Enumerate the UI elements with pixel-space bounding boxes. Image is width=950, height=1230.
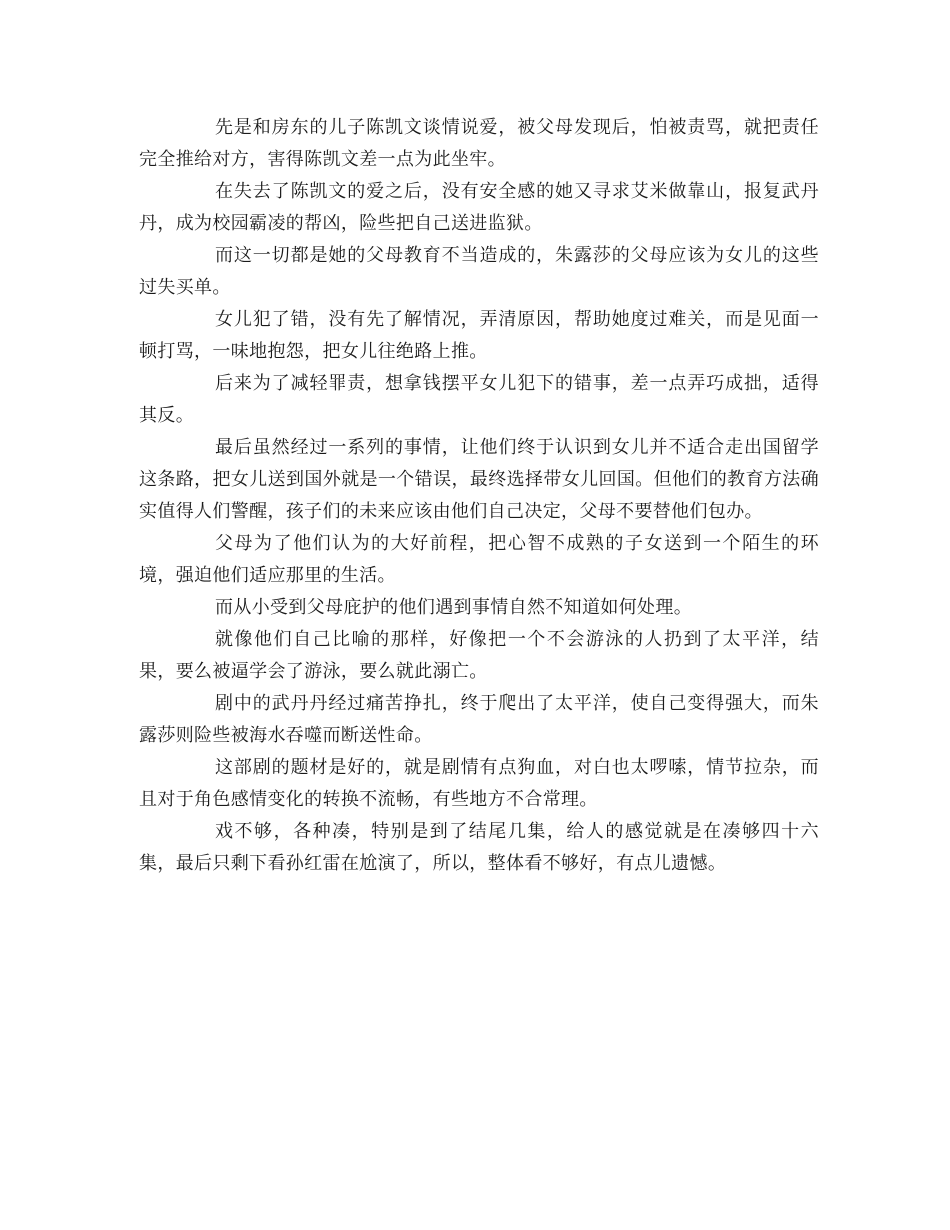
paragraph: 这部剧的题材是好的，就是剧情有点狗血，对白也太啰嗦，情节拉杂，而且对于角色感情变化的转换不流畅，有些地方不合常理。 [139, 757, 819, 810]
document-body [139, 112, 819, 880]
paragraph: 在失去了陈凯文的爱之后，没有安全感的她又寻求艾米做靠山，报复武丹丹，成为校园霸凌的帮凶，险些把自己送进监狱。 [139, 181, 819, 234]
paragraph: 而从小受到父母庇护的他们遇到事情自然不知道如何处理。 [215, 597, 693, 618]
paragraph: 最后虽然经过一系列的事情，让他们终于认识到女儿并不适合走出国留学这条路，把女儿送到国外就是一个错误，最终选择带女儿回国。但他们的教育方法确实值得人们警醒，孩子们的未来应该由他们自己决定，父母不要替他们包办。 [139, 437, 819, 522]
paragraph: 后来为了减轻罪责，想拿钱摆平女儿犯下的错事，差一点弄巧成拙，适得其反。 [139, 373, 819, 426]
paragraph: 先是和房东的儿子陈凯文谈情说爱，被父母发现后，怕被责骂，就把责任完全推给对方，害得陈凯文差一点为此坐牢。 [139, 117, 819, 170]
paragraph: 而这一切都是她的父母教育不当造成的，朱露莎的父母应该为女儿的这些过失买单。 [139, 245, 819, 298]
paragraph: 戏不够，各种凑，特别是到了结尾几集，给人的感觉就是在凑够四十六集，最后只剩下看孙红雷在尬演了，所以，整体看不够好，有点儿遗憾。 [139, 821, 819, 874]
paragraph: 父母为了他们认为的大好前程，把心智不成熟的子女送到一个陌生的环境，强迫他们适应那里的生活。 [139, 533, 819, 586]
paragraph: 剧中的武丹丹经过痛苦挣扎，终于爬出了太平洋，使自己变得强大，而朱露莎则险些被海水吞噬而断送性命。 [139, 693, 819, 746]
paragraph: 女儿犯了错，没有先了解情况，弄清原因，帮助她度过难关，而是见面一顿打骂，一味地抱怨，把女儿往绝路上推。 [139, 309, 819, 362]
paragraph: 就像他们自己比喻的那样，好像把一个不会游泳的人扔到了太平洋，结果，要么被逼学会了游泳，要么就此溺亡。 [139, 629, 819, 682]
